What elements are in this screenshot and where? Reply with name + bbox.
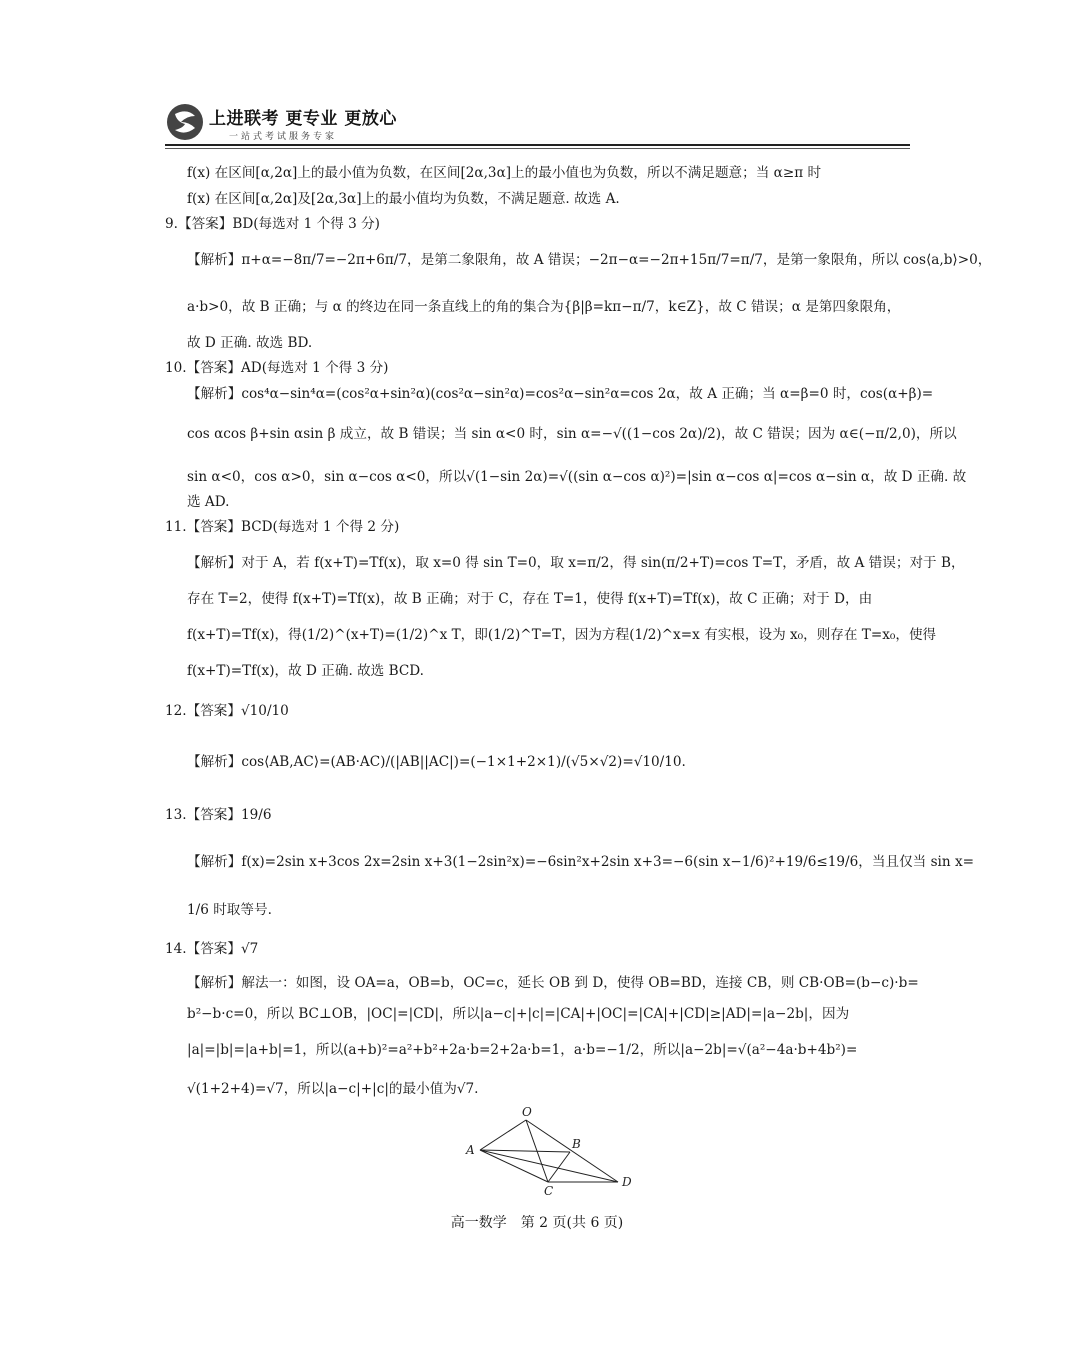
segment-AB: [480, 1150, 570, 1152]
text-line: f(x) 在区间[α,2α]上的最小值为负数，在区间[2α,3α]上的最小值也为负数，所以不满足题意；当 α≥π 时: [187, 165, 822, 181]
brand-title: 上进联考 更专业 更放心: [209, 109, 397, 129]
text-line: b²−b·c=0，所以 BC⊥OB，|OC|=|CD|，所以|a−c|+|c|=|CA|+|OC|=|CA|+|CD|≥|AD|=|a−2b|，因为: [187, 1006, 850, 1022]
label-A: A: [466, 1143, 475, 1157]
text-line: 1/6 时取等号.: [187, 902, 272, 918]
text-line: 【解析】对于 A，若 f(x+T)=Tf(x)，取 x=0 得 sin T=0，取 x=π/2，得 sin(π/2+T)=cos T=T，矛盾，故 A 错误；对于 B，: [187, 555, 965, 571]
brand-subtitle: 一站式考试服务专家: [229, 132, 338, 142]
text-line: 【解析】π+α=−8π/7=−2π+6π/7，是第二象限角，故 A 错误；−2π−α=−2π+15π/7=π/7，是第一象限角，所以 cos⟨a,b⟩>0，: [187, 252, 992, 268]
logo-icon: [165, 102, 205, 142]
answer-11: 11.【答案】BCD(每选对 1 个得 2 分): [165, 519, 400, 535]
page-header: [165, 98, 910, 148]
text-line: f(x) 在区间[α,2α]及[2α,3α]上的最小值均为负数，不满足题意. 故选 A.: [187, 191, 620, 207]
text-line: √(1+2+4)=√7，所以|a−c|+|c|的最小值为√7.: [187, 1081, 479, 1097]
answer-12: 12.【答案】√10/10: [165, 703, 289, 719]
label-D: D: [622, 1175, 632, 1189]
text-line: 选 AD.: [187, 494, 230, 510]
header-rule: [165, 144, 910, 146]
answer-10: 10.【答案】AD(每选对 1 个得 3 分): [165, 360, 389, 376]
text-line: f(x+T)=Tf(x)，故 D 正确. 故选 BCD.: [187, 663, 424, 679]
text-line: sin α<0，cos α>0，sin α−cos α<0，所以√(1−sin 2α)=√((sin α−cos α)²)=|sin α−cos α|=cos α−sin α，故 D 正确. 故: [187, 469, 967, 485]
text-line: |a|=|b|=|a+b|=1，所以(a+b)²=a²+b²+2a·b=2+2a·b=1，a·b=−1/2，所以|a−2b|=√(a²−4a·b+4b²)=: [187, 1042, 858, 1058]
text-line: 故 D 正确. 故选 BD.: [187, 335, 313, 351]
answer-9: 9.【答案】BD(每选对 1 个得 3 分): [165, 216, 380, 232]
header-rule-thin: [165, 148, 910, 149]
segment-AD: [480, 1150, 618, 1182]
text-line: 【解析】解法一：如图，设 OA=a，OB=b，OC=c，延长 OB 到 D，使得 OB=BD，连接 CB，则 CB·OB=(b−c)·b=: [187, 975, 919, 991]
answer-14: 14.【答案】√7: [165, 941, 259, 957]
label-B: B: [572, 1137, 581, 1151]
geometry-figure: [458, 1106, 638, 1198]
text-line: a·b>0，故 B 正确；与 α 的终边在同一条直线上的角的集合为{β|β=kπ−π/7，k∈Z}，故 C 错误；α 是第四象限角，: [187, 299, 901, 315]
text-line: cos αcos β+sin αsin β 成立，故 B 错误；当 sin α<0 时，sin α=−√((1−cos 2α)/2)，故 C 错误；因为 α∈(−π/2,0)，所以: [187, 426, 957, 442]
text-line: f(x+T)=Tf(x)，得(1/2)^(x+T)=(1/2)^x T，即(1/2)^T=T，因为方程(1/2)^x=x 有实根，设为 x₀，则存在 T=x₀，使得: [187, 627, 937, 643]
label-C: C: [544, 1184, 554, 1198]
answer-13: 13.【答案】19/6: [165, 807, 272, 823]
text-line: 【解析】cos⟨AB,AC⟩=(AB·AC)/(|AB||AC|)=(−1×1+2×1)/(√5×√2)=√10/10.: [187, 754, 686, 770]
segment-AO: [480, 1120, 526, 1150]
label-O: O: [522, 1106, 532, 1119]
text-line: 存在 T=2，使得 f(x+T)=Tf(x)，故 B 正确；对于 C，存在 T=1，使得 f(x+T)=Tf(x)，故 C 正确；对于 D，由: [187, 591, 873, 607]
segment-AC: [480, 1150, 548, 1182]
page-footer: 高一数学 第 2 页(共 6 页): [450, 1215, 624, 1231]
text-line: 【解析】cos⁴α−sin⁴α=(cos²α+sin²α)(cos²α−sin²α)=cos²α−sin²α=cos 2α，故 A 正确；当 α=β=0 时，cos(α+β)=: [187, 386, 934, 402]
text-line: 【解析】f(x)=2sin x+3cos 2x=2sin x+3(1−2sin²x)=−6sin²x+2sin x+3=−6(sin x−1/6)²+19/6≤19/6，当且仅当 sin x=: [187, 854, 975, 870]
